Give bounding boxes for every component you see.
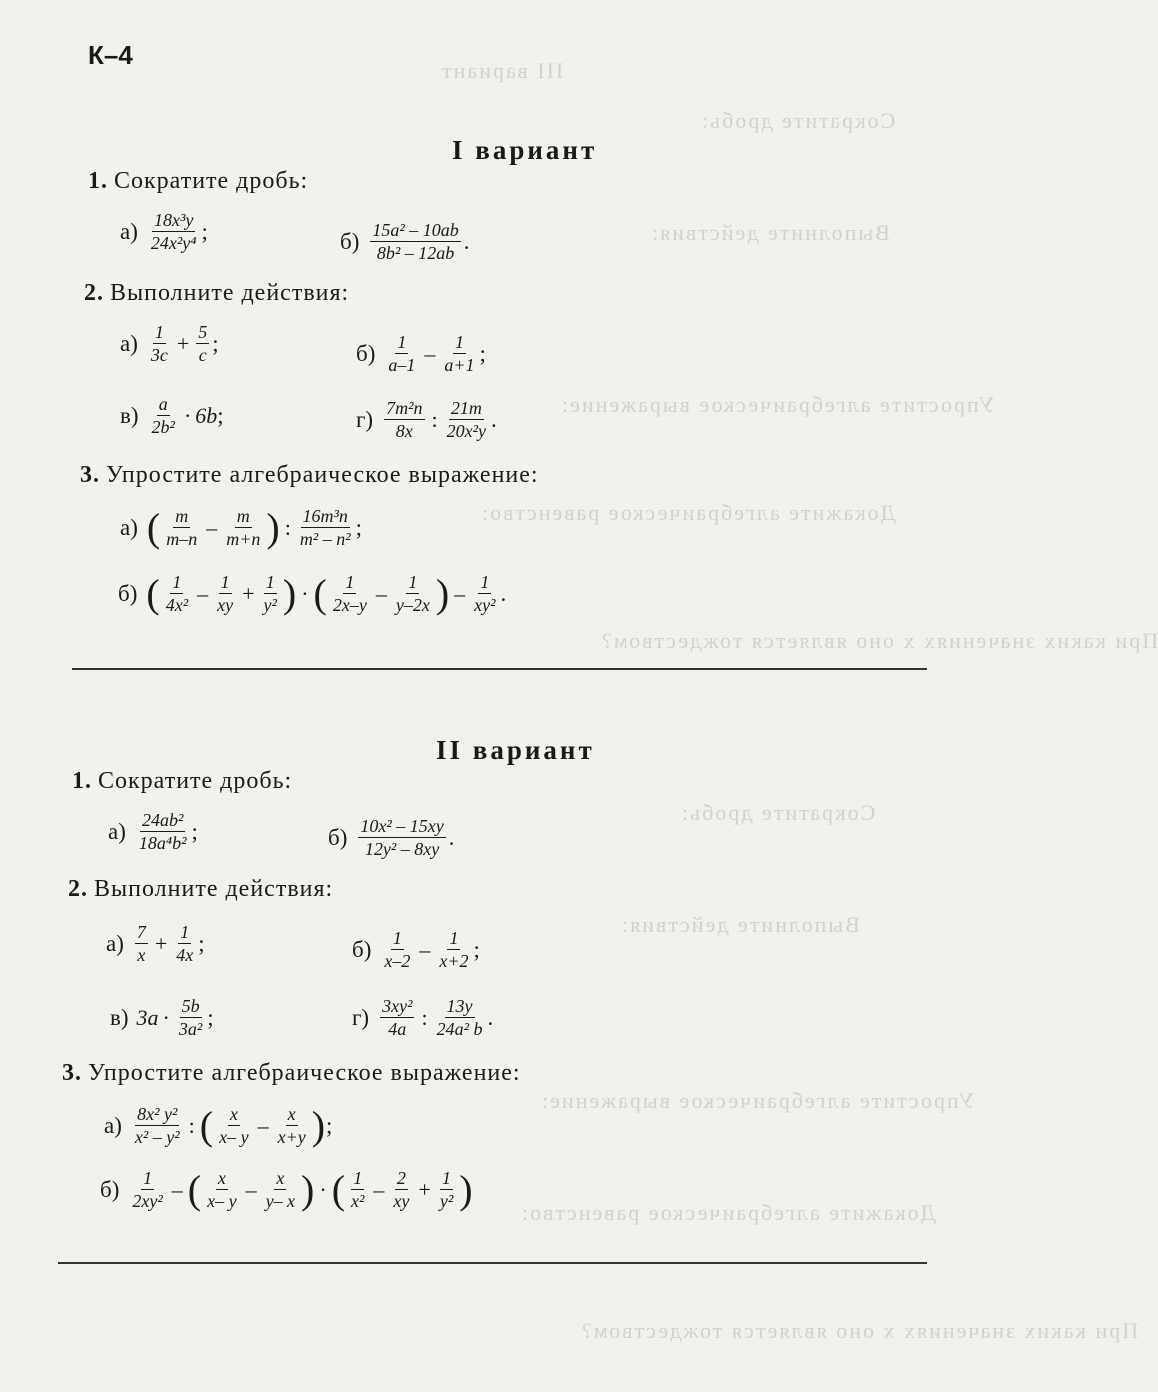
v2-task-3-heading: 3. Упростите алгебраическое выражение:	[62, 1060, 521, 1086]
v2-task-1-heading: 1. Сократите дробь:	[72, 768, 293, 794]
bleed-through-text: Упростите алгебраическое выражение:	[560, 392, 995, 417]
fraction: $\frac{1}{\text{xy²}}$	[474, 572, 496, 615]
fraction: $\frac{1}{2x-y}$	[332, 572, 367, 615]
fraction: $\frac{5}{c}$	[198, 322, 208, 365]
v1-task-3b: б) ( $\frac{1}{\text{4x²}}$ – $\frac{1}{xy}$ + $\frac{1}{\text{y²}}$ ) · ( $\frac{1}{2x-y}$ – $\frac{1}{y-2x}$ ) – $\frac{1}{\text{xy²}}$ .	[118, 570, 507, 616]
bleed-through-text: III вариант	[440, 58, 564, 83]
v1-task-2-heading: 2. Выполните действия:	[84, 280, 350, 306]
v1-task-1a: а) $\frac{\text{18x³y}}{\text{24x²y⁴}}$ ;	[120, 210, 208, 253]
fraction: $\frac{\text{18x³y}}{\text{24x²y⁴}}$	[150, 210, 197, 253]
v1-task-1-heading: 1. Сократите дробь:	[88, 168, 309, 194]
fraction: $\frac{1}{\text{y²}}$	[263, 572, 277, 615]
v2-task-2b: б) $\frac{1}{x-2}$ – $\frac{1}{x+2}$ ;	[352, 928, 480, 971]
fraction: $\frac{13y}{\text{24a² b}}$	[436, 996, 483, 1039]
fraction: $\frac{m}{m+n}$	[226, 506, 261, 549]
v1-task-2b: б) $\frac{1}{a-1}$ – $\frac{1}{a+1}$ ;	[356, 332, 486, 375]
fraction: $\frac{1}{4x}$	[176, 922, 194, 965]
fraction: $\frac{1}{a+1}$	[444, 332, 475, 375]
bleed-through-text: Докажите алгебраическое равенство:	[480, 500, 896, 525]
fraction: $\frac{1}{y-2x}$	[395, 572, 430, 615]
v2-task-2g: г) $\frac{\text{3xy²}}{4a}$ : $\frac{13y}{\text{24a² b}}$ .	[352, 996, 494, 1039]
fraction: $\frac{m}{m-n}$	[166, 506, 198, 549]
v1-task-2a: а) $\frac{1}{3c}$ + $\frac{5}{c}$ ;	[120, 322, 219, 365]
bleed-through-text: При каких значениях x оно является тождеством?	[580, 1318, 1139, 1343]
fraction: $\frac{1}{\text{4x²}}$	[165, 572, 189, 615]
fraction: $\frac{7}{x}$	[136, 922, 146, 965]
fraction: $\frac{1}{\text{y²}}$	[439, 1168, 454, 1211]
fraction: $\frac{1}{x+2}$	[439, 928, 469, 971]
bleed-through-text: Сократите дробь:	[700, 108, 896, 133]
v1-task-2g: г) $\frac{\text{7m²n}}{8x}$ : $\frac{21m}{\text{20x²y}}$ .	[356, 398, 497, 441]
divider-line	[72, 668, 927, 670]
bleed-through-text: Выполните действия:	[620, 912, 860, 937]
v2-task-1b: б) $\frac{\text{10x² – 15xy}}{\text{12y² – 8xy}}$ .	[328, 816, 455, 859]
v2-task-2-heading: 2. Выполните действия:	[68, 876, 334, 902]
bleed-through-text: Сократите дробь:	[680, 800, 876, 825]
fraction: $\frac{a}{\text{2b²}}$	[151, 394, 175, 437]
bleed-through-text: Упростите алгебраическое выражение:	[540, 1088, 975, 1113]
v2-task-1a: а) $\frac{\text{24ab²}}{\text{18a⁴b²}}$ ;	[108, 810, 198, 853]
bleed-through-text: Докажите алгебраическое равенство:	[520, 1200, 936, 1225]
divider-line	[58, 1262, 927, 1264]
worksheet-code: К–4	[88, 40, 133, 70]
v2-task-2v: в) 3a · $\frac{5b}{\text{3a²}}$ ;	[110, 996, 214, 1039]
fraction: $\frac{x}{x+y}$	[277, 1104, 306, 1147]
v1-task-1b: б) $\frac{\text{15a² – 10ab}}{\text{8b² – 12ab}}$ .	[340, 220, 470, 263]
fraction: $\frac{1}{\text{2xy²}}$	[132, 1168, 163, 1211]
fraction: $\frac{2}{xy}$	[393, 1168, 410, 1211]
v2-task-3b: б) $\frac{1}{\text{2xy²}}$ – ( $\frac{x}{x- y}$ – $\frac{x}{y- x}$ ) · ( $\frac{1}{\text{x²}}$ – $\frac{2}{xy}$ + $\frac{1}{\text{y²}}$ )	[100, 1166, 473, 1212]
v1-task-3-heading: 3. Упростите алгебраическое выражение:	[80, 462, 539, 488]
fraction: $\frac{\text{15a² – 10ab}}{\text{8b² – 12ab}}$	[372, 220, 459, 263]
fraction: $\frac{x}{y- x}$	[265, 1168, 296, 1211]
fraction: $\frac{\text{24ab²}}{\text{18a⁴b²}}$	[138, 810, 187, 853]
fraction: $\frac{x}{x- y}$	[207, 1168, 237, 1211]
variant-2-title: II вариант	[436, 735, 595, 765]
fraction: $\frac{\text{3xy²}}{4a}$	[382, 996, 413, 1039]
fraction: $\frac{\text{7m²n}}{8x}$	[386, 398, 423, 441]
fraction: $\frac{21m}{\text{20x²y}}$	[446, 398, 486, 441]
v2-task-3a: а) $\frac{\text{8x² y²}}{\text{x² – y²}}$ : ( $\frac{x}{x- y}$ – $\frac{x}{x+y}$ ) ;	[104, 1102, 333, 1148]
bleed-through-text: При каких значениях x оно является тождеством?	[600, 628, 1158, 653]
fraction: $\frac{\text{8x² y²}}{\text{x² – y²}}$	[134, 1104, 180, 1147]
fraction: $\frac{1}{x-2}$	[384, 928, 411, 971]
fraction: $\frac{x}{x- y}$	[219, 1104, 249, 1147]
fraction: $\frac{5b}{\text{3a²}}$	[178, 996, 203, 1039]
v1-task-3a: а) ( $\frac{m}{m-n}$ – $\frac{m}{m+n}$ ) : $\frac{\text{16m³n}}{\text{m² – n²}}$ ;	[120, 504, 362, 550]
fraction: $\frac{1}{xy}$	[217, 572, 234, 615]
fraction: $\frac{\text{10x² – 15xy}}{\text{12y² – 8xy}}$	[360, 816, 444, 859]
fraction: $\frac{1}{3c}$	[150, 322, 168, 365]
fraction: $\frac{1}{\text{x²}}$	[351, 1168, 365, 1211]
v1-task-2v: в) $\frac{a}{\text{2b²}}$ · 6b ;	[120, 394, 224, 437]
v2-task-2a: а) $\frac{7}{x}$ + $\frac{1}{4x}$ ;	[106, 922, 205, 965]
variant-1-title: I вариант	[452, 135, 598, 165]
fraction: $\frac{\text{16m³n}}{\text{m² – n²}}$	[299, 506, 351, 549]
bleed-through-text: Выполните действия:	[650, 220, 890, 245]
fraction: $\frac{1}{a-1}$	[388, 332, 416, 375]
